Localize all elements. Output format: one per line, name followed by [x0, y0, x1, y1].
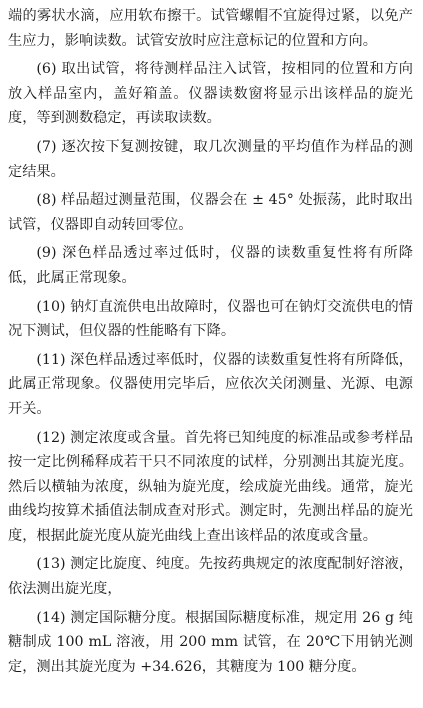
paragraph-step-7: (7) 逐次按下复测按键，取几次测量的平均值作为样品的测定结果。: [8, 138, 413, 180]
paragraph-step-8: (8) 样品超过测量范围，仪器会在 ± 45° 处振荡，此时取出试管，仪器即自动转回零位。: [8, 192, 413, 233]
paragraph-step-11: (11) 深色样品透过率低时，仪器的读数重复性将有所降低，此属正常现象。仪器使用完毕后，应依次关闭测量、光源、电源开关。: [8, 351, 413, 417]
paragraph-step-6: (6) 取出试管，将待测样品注入试管，按相同的位置和方向放入样品室内，盖好箱盖。仪器读数窗将显示出该样品的旋光度，等到测数稳定，再读取读数。: [8, 61, 413, 127]
paragraph-step-13: (13) 测定比旋度、纯度。先按药典规定的浓度配制好溶液，依法测出旋光度，: [8, 556, 413, 598]
paragraph-continuation: 端的雾状水滴，应用软布擦干。试管螺帽不宜旋得过紧，以免产生应力，影响读数。试管安放时应注意标记的位置和方向。: [8, 8, 413, 49]
paragraph-step-9: (9) 深色样品透过率过低时，仪器的读数重复性将有所降低，此属正常现象。: [8, 245, 413, 286]
paragraph-step-12: (12) 测定浓度或含量。首先将已知纯度的标准品或参考样品按一定比例稀释成若干只不同浓度的试样，分别测出其旋光度。然后以横轴为浓度，纵轴为旋光度，绘成旋光曲线。通常，旋光曲线均按算术插值法制成查对形式。测定时，先测出样品的旋光度，根据此旋光度从旋光曲线上查出该样品的浓度或含量。: [8, 429, 413, 544]
paragraph-step-14: (14) 测定国际糖分度。根据国际糖度标准，规定用 26 g 纯糖制成 100 mL 溶液，用 200 mm 试管，在 20℃下用钠光测定，测出其旋光度为 +34.626，其糖度为 100 糖分度。: [8, 609, 413, 675]
paragraph-step-10: (10) 钠灯直流供电出故障时，仪器也可在钠灯交流供电的情况下测试，但仪器的性能略有下降。: [8, 298, 413, 340]
